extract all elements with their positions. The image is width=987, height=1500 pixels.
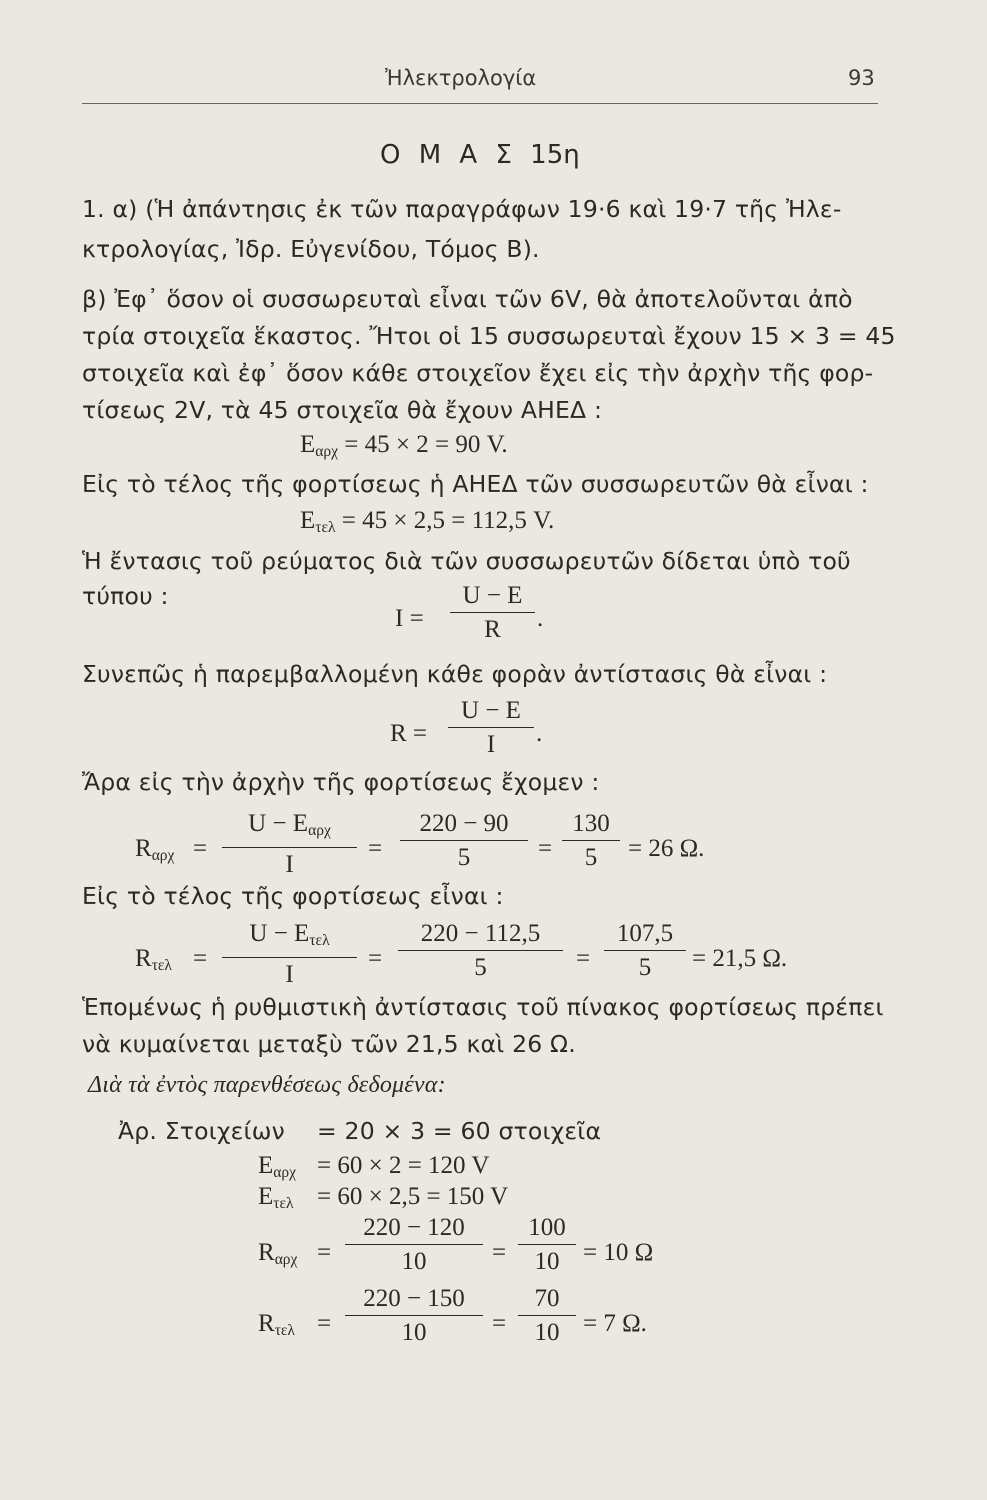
fraction-numerator: 130 — [572, 810, 610, 837]
equation-result: = 21,5 Ω. — [692, 945, 788, 972]
equals-sign: = — [317, 1310, 332, 1337]
formula-resistance-tail: . — [536, 720, 543, 747]
equation-e2-tel-rhs: = 60 × 2,5 = 150 V — [317, 1183, 509, 1210]
equals-sign: = — [492, 1239, 507, 1266]
equals-sign: = — [193, 835, 208, 862]
fraction-numerator: 220 − 90 — [419, 810, 509, 837]
text-line: στοιχεῖα καὶ ἐφ᾽ ὅσον κάθε στοιχεῖον ἔχει εἰς τὴν ἀρχὴν τῆς φορ- — [82, 359, 874, 387]
eq-subscript: αρχ — [151, 846, 175, 864]
equals-sign: = — [576, 945, 591, 972]
equation-e2-arx-rhs: = 60 × 2 = 120 V — [317, 1152, 490, 1179]
equals-sign: = — [368, 945, 383, 972]
fraction-bar — [398, 950, 563, 951]
eq-symbol: E — [300, 507, 316, 534]
eq-subscript: αρχ — [315, 442, 339, 460]
eq-rhs: = 45 × 2 = 90 V. — [338, 431, 508, 458]
fraction-numerator: 100 — [528, 1214, 566, 1241]
equals-sign: = — [317, 1239, 332, 1266]
fraction-r2-arx-1 — [345, 1214, 483, 1276]
text-line: νὰ κυμαίνεται μεταξὺ τῶν 21,5 καὶ 26 Ω. — [82, 1030, 576, 1058]
fraction-bar — [518, 1315, 576, 1316]
equation-r2-tel-lhs — [258, 1310, 295, 1340]
italic-subheading: Διὰ τὰ ἐντὸς παρενθέσεως δεδομένα: — [88, 1072, 446, 1098]
fraction-denominator: I — [486, 731, 496, 758]
eq-subscript: τελ — [273, 1194, 294, 1212]
header-rule — [82, 103, 878, 104]
fraction-bar — [450, 612, 535, 613]
equation-r-tel-lhs — [135, 945, 172, 975]
eq-subscript: αρχ — [273, 1163, 297, 1181]
fraction-r2-tel-2 — [518, 1285, 576, 1347]
equation-result: = 26 Ω. — [628, 835, 705, 862]
numerator-subscript: αρχ — [308, 821, 331, 839]
formula-current-fraction — [450, 582, 535, 644]
equation-e2-tel-lhs — [258, 1183, 294, 1213]
formula-current-tail: . — [537, 605, 544, 632]
eq-subscript: τελ — [151, 956, 172, 974]
fraction-numerator: 107,5 — [616, 920, 674, 947]
fraction-bar — [448, 727, 534, 728]
fraction-r-arx-1 — [222, 810, 357, 879]
fraction-numerator: U − E — [461, 697, 521, 724]
fraction-numerator: U − E — [462, 582, 523, 609]
equation-r-arx-lhs — [135, 835, 174, 865]
fraction-r-tel-3 — [604, 920, 686, 982]
text-line: Ἄρα εἰς τὴν ἀρχὴν τῆς φορτίσεως ἔχομεν : — [82, 768, 600, 796]
fraction-numerator: 220 − 150 — [363, 1285, 465, 1312]
fraction-denominator: 5 — [457, 844, 471, 871]
eq-rhs: = 45 × 2,5 = 112,5 V. — [335, 507, 555, 534]
fraction-bar — [345, 1244, 483, 1245]
eq-symbol: E — [258, 1152, 274, 1179]
eq-symbol: R — [135, 945, 152, 972]
text-line: Εἰς τὸ τέλος τῆς φορτίσεως ἡ ΑΗΕΔ τῶν συσσωρευτῶν θὰ εἶναι : — [82, 470, 869, 498]
numerator-text: U − E — [248, 810, 309, 837]
fraction-numerator: 220 − 120 — [363, 1214, 465, 1241]
fraction-numerator — [222, 920, 357, 955]
fraction-denominator: 10 — [534, 1248, 560, 1275]
fraction-bar — [518, 1244, 576, 1245]
text-line: 1. α) (Ἡ ἀπάντησις ἐκ τῶν παραγράφων 19·6 καὶ 19·7 τῆς Ἠλε- — [82, 195, 842, 223]
fraction-r2-tel-1 — [345, 1285, 483, 1347]
eq-subscript: τελ — [315, 518, 336, 536]
fraction-denominator: 10 — [534, 1319, 560, 1346]
equals-sign: = — [193, 945, 208, 972]
fraction-r-arx-2 — [400, 810, 528, 872]
equals-sign: = — [368, 835, 383, 862]
fraction-denominator: 10 — [401, 1319, 427, 1346]
fraction-bar — [222, 847, 357, 848]
running-header-title: Ἠλεκτρολογία — [385, 66, 537, 90]
eq-symbol: E — [258, 1183, 274, 1210]
equation-r2-arx-lhs — [258, 1239, 297, 1269]
eq-symbol: R — [135, 835, 152, 862]
fraction-numerator — [222, 810, 357, 845]
fraction-denominator: I — [285, 960, 294, 988]
text-line: Ἑπομένως ἡ ρυθμιστικὴ ἀντίστασις τοῦ πίνακος φορτίσεως πρέπει — [82, 993, 884, 1021]
fraction-r-tel-2 — [398, 920, 563, 982]
fraction-r2-arx-2 — [518, 1214, 576, 1276]
eq-symbol: R — [258, 1239, 275, 1266]
fraction-bar — [222, 957, 357, 958]
eq-subscript: αρχ — [274, 1250, 298, 1268]
text-line: κτρολογίας, Ἰδρ. Εὐγενίδου, Τόμος Β). — [82, 235, 540, 263]
fraction-denominator: 5 — [638, 954, 652, 981]
fraction-denominator: I — [285, 850, 294, 878]
text-line: τύπου : — [82, 582, 169, 610]
fraction-r-tel-1 — [222, 920, 357, 989]
equation-e-tel — [300, 507, 554, 537]
fraction-bar — [400, 840, 528, 841]
group-heading-label: Ο Μ Α Σ — [380, 140, 517, 170]
fraction-numerator: 220 − 112,5 — [420, 920, 541, 947]
fraction-r-arx-3 — [562, 810, 620, 872]
text-line: τίσεως 2V, τὰ 45 στοιχεῖα θὰ ἔχουν ΑΗΕΔ : — [82, 396, 603, 424]
text-line: β) Ἐφ᾽ ὅσον οἱ συσσωρευταὶ εἶναι τῶν 6V, θὰ ἀποτελοῦνται ἀπὸ — [82, 285, 853, 313]
page-number: 93 — [848, 66, 875, 90]
text-line: Ἡ ἔντασις τοῦ ρεύματος διὰ τῶν συσσωρευτῶν δίδεται ὑπὸ τοῦ — [82, 547, 851, 575]
numerator-subscript: τελ — [309, 931, 330, 949]
fraction-bar — [345, 1315, 483, 1316]
label-ar-stoixeion: Ἀρ. Στοιχείων — [118, 1117, 285, 1145]
text-line: Εἰς τὸ τέλος τῆς φορτίσεως εἶναι : — [82, 882, 504, 910]
eq-symbol: R — [258, 1310, 275, 1337]
eq-subscript: τελ — [274, 1321, 295, 1339]
eq-symbol: E — [300, 431, 316, 458]
equation-e-arx — [300, 431, 508, 461]
text-line: τρία στοιχεῖα ἕκαστος. Ἤτοι οἱ 15 συσσωρευταὶ ἔχουν 15 × 3 = 45 — [82, 322, 896, 350]
fraction-bar — [562, 840, 620, 841]
fraction-bar — [604, 950, 686, 951]
equals-sign: = — [538, 835, 553, 862]
equals-sign: = — [492, 1310, 507, 1337]
text-line: Συνεπῶς ἡ παρεμβαλλομένη κάθε φορὰν ἀντίστασις θὰ εἶναι : — [82, 660, 828, 688]
equation-e2-arx-lhs — [258, 1152, 296, 1182]
group-heading-number: 15η — [530, 140, 580, 170]
group-heading — [380, 140, 580, 170]
formula-current-lhs: I = — [395, 605, 424, 632]
fraction-denominator: 5 — [584, 844, 598, 871]
fraction-denominator: R — [484, 616, 501, 643]
formula-resistance-lhs: R = — [390, 720, 428, 747]
value-ar-stoixeion: = 20 × 3 = 60 στοιχεῖα — [317, 1117, 602, 1145]
equation-result: = 7 Ω. — [583, 1310, 647, 1337]
fraction-denominator: 5 — [474, 954, 487, 981]
fraction-denominator: 10 — [401, 1248, 427, 1275]
numerator-text: U − E — [249, 920, 310, 947]
fraction-numerator: 70 — [534, 1285, 560, 1312]
equation-result: = 10 Ω — [583, 1239, 654, 1266]
formula-resistance-fraction — [448, 697, 534, 759]
